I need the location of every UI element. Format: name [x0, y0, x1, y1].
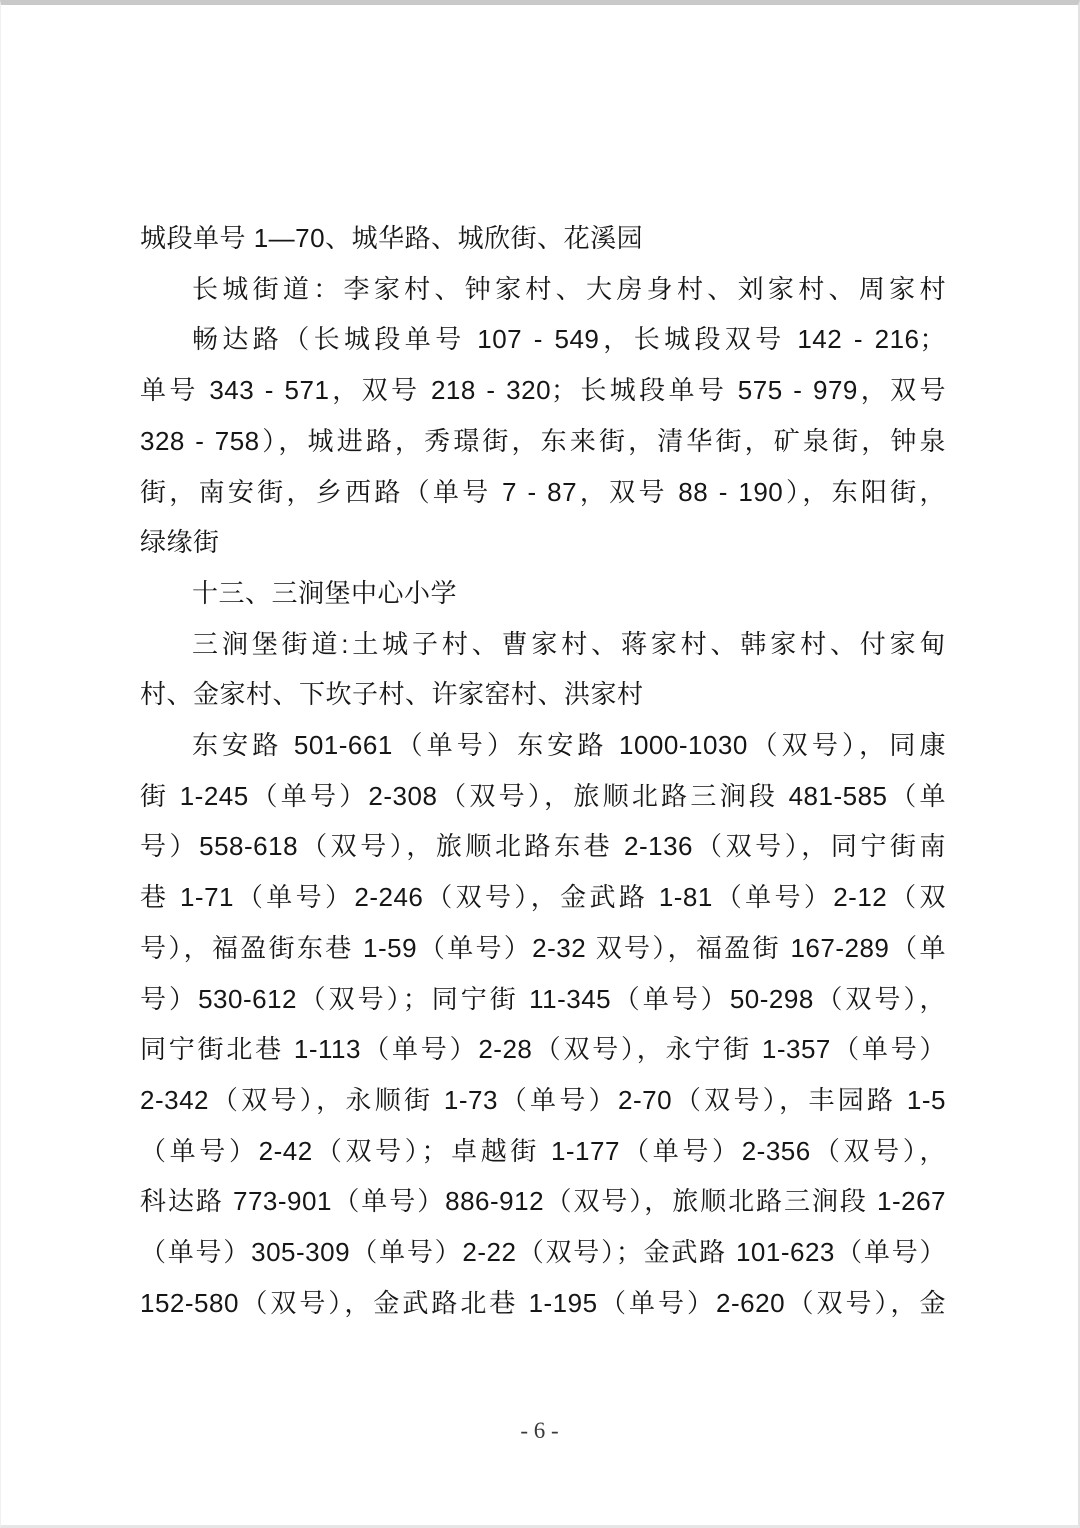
text-line: 328 - 758），城进路，秀璟街，东来街，清华街，矿泉街，钟泉 [140, 425, 946, 456]
text-line: 号）530-612（双号）；同宁街 11-345（单号）50-298（双号）， [140, 983, 946, 1014]
text-line: 同宁街北巷 1-113（单号）2-28（双号），永宁街 1-357（单号） [140, 1034, 946, 1065]
text-line: 十三、三涧堡中心小学 [192, 577, 458, 608]
text-line: 绿缘街 [140, 527, 220, 558]
text-line: 科达路 773-901（单号）886-912（双号），旅顺北路三涧段 1-267 [140, 1186, 946, 1217]
text-line: （单号）2-42（双号）；卓越街 1-177（单号）2-356（双号）， [140, 1135, 946, 1166]
text-line: 单号 343 - 571，双号 218 - 320；长城段单号 575 - 979，双号 [140, 375, 946, 406]
text-line: 2-342（双号），永顺街 1-73（单号）2-70（双号），丰园路 1-5 [140, 1084, 946, 1115]
text-line: 畅达路（长城段单号 107 - 549，长城段双号 142 - 216； [192, 324, 946, 355]
text-line: 东安路 501-661（单号）东安路 1000-1030（双号），同康 [192, 730, 946, 761]
text-line: 巷 1-71（单号）2-246（双号），金武路 1-81（单号）2-12（双 [140, 882, 946, 913]
text-line: 街，南安街，乡西路（单号 7 - 87，双号 88 - 190），东阳街， [140, 476, 946, 507]
text-line: （单号）305-309（单号）2-22（双号）；金武路 101-623（单号） [140, 1237, 946, 1268]
text-line: 城段单号 1—70、城华路、城欣街、花溪园 [140, 223, 644, 253]
text-line: 村、金家村、下坎子村、许家窑村、洪家村 [140, 679, 644, 710]
text-line: 街 1-245（单号）2-308（双号），旅顺北路三涧段 481-585（单 [140, 780, 946, 811]
text-line: 长城街道：李家村、钟家村、大房身村、刘家村、周家村 [192, 273, 946, 304]
text-line: 号），福盈街东巷 1-59（单号）2-32 双号），福盈街 167-289（单 [140, 932, 946, 963]
page-number: - 6 - [520, 1418, 559, 1443]
text-line: 152-580（双号），金武路北巷 1-195（单号）2-620（双号），金 [140, 1287, 946, 1318]
text-line: 三涧堡街道:土城子村、曹家村、蒋家村、韩家村、付家甸 [192, 628, 946, 659]
text-line: 号）558-618（双号），旅顺北路东巷 2-136（双号），同宁街南 [140, 831, 946, 862]
document-body [140, 213, 946, 1328]
